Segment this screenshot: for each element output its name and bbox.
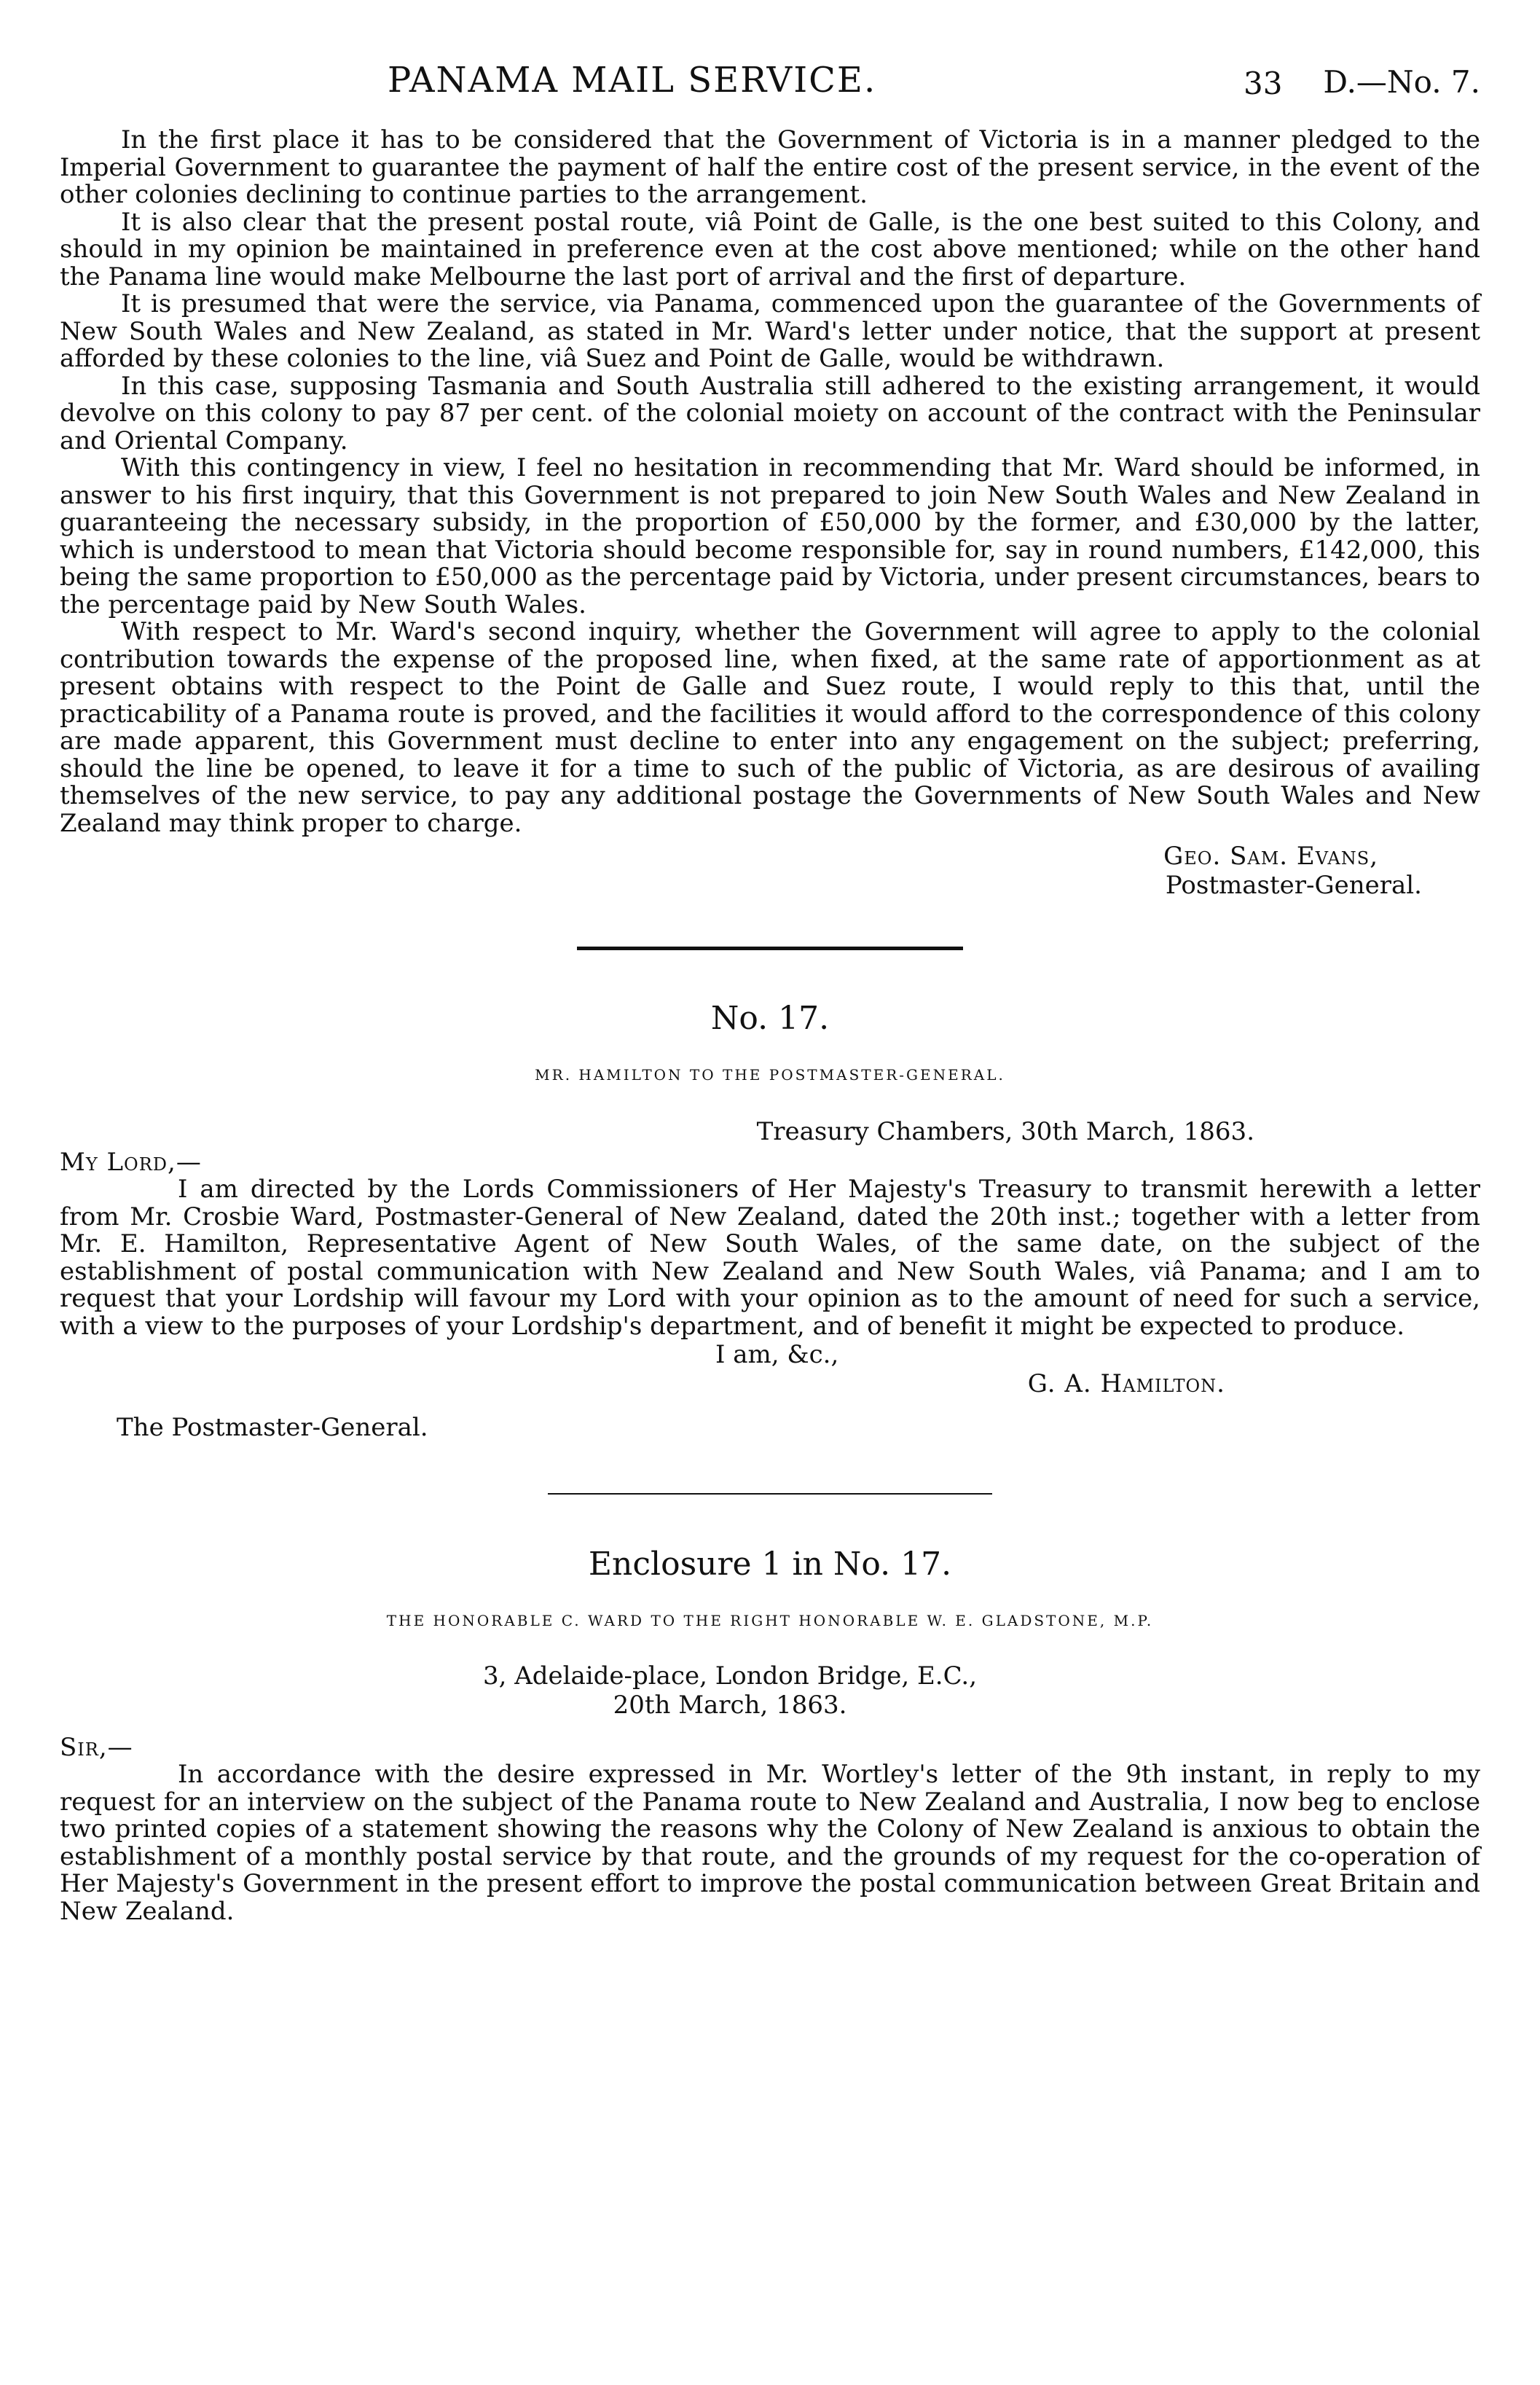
letter-subheading: MR. HAMILTON TO THE POSTMASTER-GENERAL. xyxy=(535,1066,1005,1084)
page xyxy=(60,60,1480,1925)
page-title: PANAMA MAIL SERVICE. xyxy=(388,60,877,101)
enclosure-subheading: THE HONORABLE C. WARD TO THE RIGHT HONORABLE W. E. GLADSTONE, M.P. xyxy=(386,1612,1154,1629)
closing-phrase: I am, &c., xyxy=(715,1340,839,1369)
section-divider xyxy=(577,947,963,950)
salutation: Sir,— xyxy=(60,1733,133,1762)
paragraph: It is presumed that were the service, via Panama, commenced upon the guarantee of the Governments of New South Wales and New Zealand, as stated in Mr. Ward's letter under notice, that the support at present afforded by these colonies to the line, viâ Suez and Point de Galle, would be withdrawn. xyxy=(60,289,1480,373)
closing-block xyxy=(60,1340,1480,1449)
address-date: 20th March, 1863. xyxy=(613,1691,847,1720)
page-number: 33 xyxy=(1244,66,1283,101)
document-reference: D.—No. 7. xyxy=(1323,64,1480,100)
paragraph: In this case, supposing Tasmania and South Australia still adhered to the existing arrangement, it would devolve on this colony to pay 87 per cent. of the colonial moiety on account of the contract with the Peninsular and Oriental Company. xyxy=(60,371,1480,455)
paragraph: With respect to Mr. Ward's second inquiry, whether the Government will agree to apply to the colonial contribution towards the expense of the proposed line, when fixed, at the same rate of apportionment as at present obtains with respect to the Point de Galle and Suez route, I would reply to this that, until the practicability of a Panama route is proved, and the facilities it would afford to the correspondence of this colony are made apparent, this Government must decline to enter into any engagement on the subject; preferring, should the line be opened, to leave it for a time to such of the public of Victoria, as are desirous of availing themselves of the new service, to pay any additional postage the Governments of New South Wales and New Zealand may think proper to charge. xyxy=(60,617,1480,838)
signature: G. A. Hamilton. xyxy=(1027,1369,1225,1398)
letter-address: Treasury Chambers, 30th March, 1863. xyxy=(756,1117,1254,1146)
signature-title: Postmaster-General. xyxy=(1165,871,1422,900)
addressee: The Postmaster-General. xyxy=(117,1413,428,1442)
enclosure-address xyxy=(468,1661,992,1720)
enclosure-body: In accordance with the desire expressed in Mr. Wortley's letter of the 9th instant, in reply to my request for an interview on the subject of the Panama route to New Zealand and Australia, I now beg to enclose two printed copies of a statement showing the reasons why the Colony of New Zealand is anxious to obtain the establishment of a monthly postal service by that route, and the grounds of my request for the co-operation of Her Majesty's Government in the present effort to improve the postal communication between Great Britain and New Zealand. xyxy=(60,1760,1480,1926)
letter-body: I am directed by the Lords Commissioners of Her Majesty's Treasury to transmit herewith a letter from Mr. Crosbie Ward, Postmaster-General of New Zealand, dated the 20th inst.; together with a letter from Mr. E. Hamilton, Representative Agent of New South Wales, of the same date, on the subject of the establishment of postal communication with New Zealand and New South Wales, viâ Panama; and I am to request that your Lordship will favour my Lord with your opinion as to the amount of need for such a service, with a view to the purposes of your Lordship's department, and of benefit it might be expected to produce. xyxy=(60,1175,1480,1341)
paragraph: In the first place it has to be considered that the Government of Victoria is in a manner pledged to the Imperial Government to guarantee the payment of half the entire cost of the present service, in the event of the other colonies declining to continue parties to the arrangement. xyxy=(60,125,1480,209)
enclosure-heading: Enclosure 1 in No. 17. xyxy=(588,1546,952,1583)
signature-block xyxy=(60,842,1422,900)
letter-16-continuation xyxy=(60,127,1480,900)
address-line: 3, Adelaide-place, London Bridge, E.C., xyxy=(482,1661,978,1691)
section-divider xyxy=(548,1493,992,1495)
letter-heading: No. 17. xyxy=(710,1000,830,1037)
signature-name: Geo. Sam. Evans, xyxy=(1163,842,1378,871)
salutation: My Lord,— xyxy=(60,1148,202,1177)
paragraph: With this contingency in view, I feel no hesitation in recommending that Mr. Ward should be informed, in answer to his first inquiry, that this Government is not prepared to join New South Wales and New Zealand in guaranteeing the necessary subsidy, in the proportion of £50,000 by the former, and £30,000 by the latter, which is understood to mean that Victoria should become responsible for, say in round numbers, £142,000, this being the same proportion to £50,000 as the percentage paid by Victoria, under present circumstances, bears to the percentage paid by New South Wales. xyxy=(60,453,1480,619)
page-header xyxy=(60,60,1480,118)
paragraph: It is also clear that the present postal route, viâ Point de Galle, is the one best suited to this Colony, and should in my opinion be maintained in preference even at the cost above mentioned; while on the other hand the Panama line would make Melbourne the last port of arrival and the first of departure. xyxy=(60,207,1480,291)
